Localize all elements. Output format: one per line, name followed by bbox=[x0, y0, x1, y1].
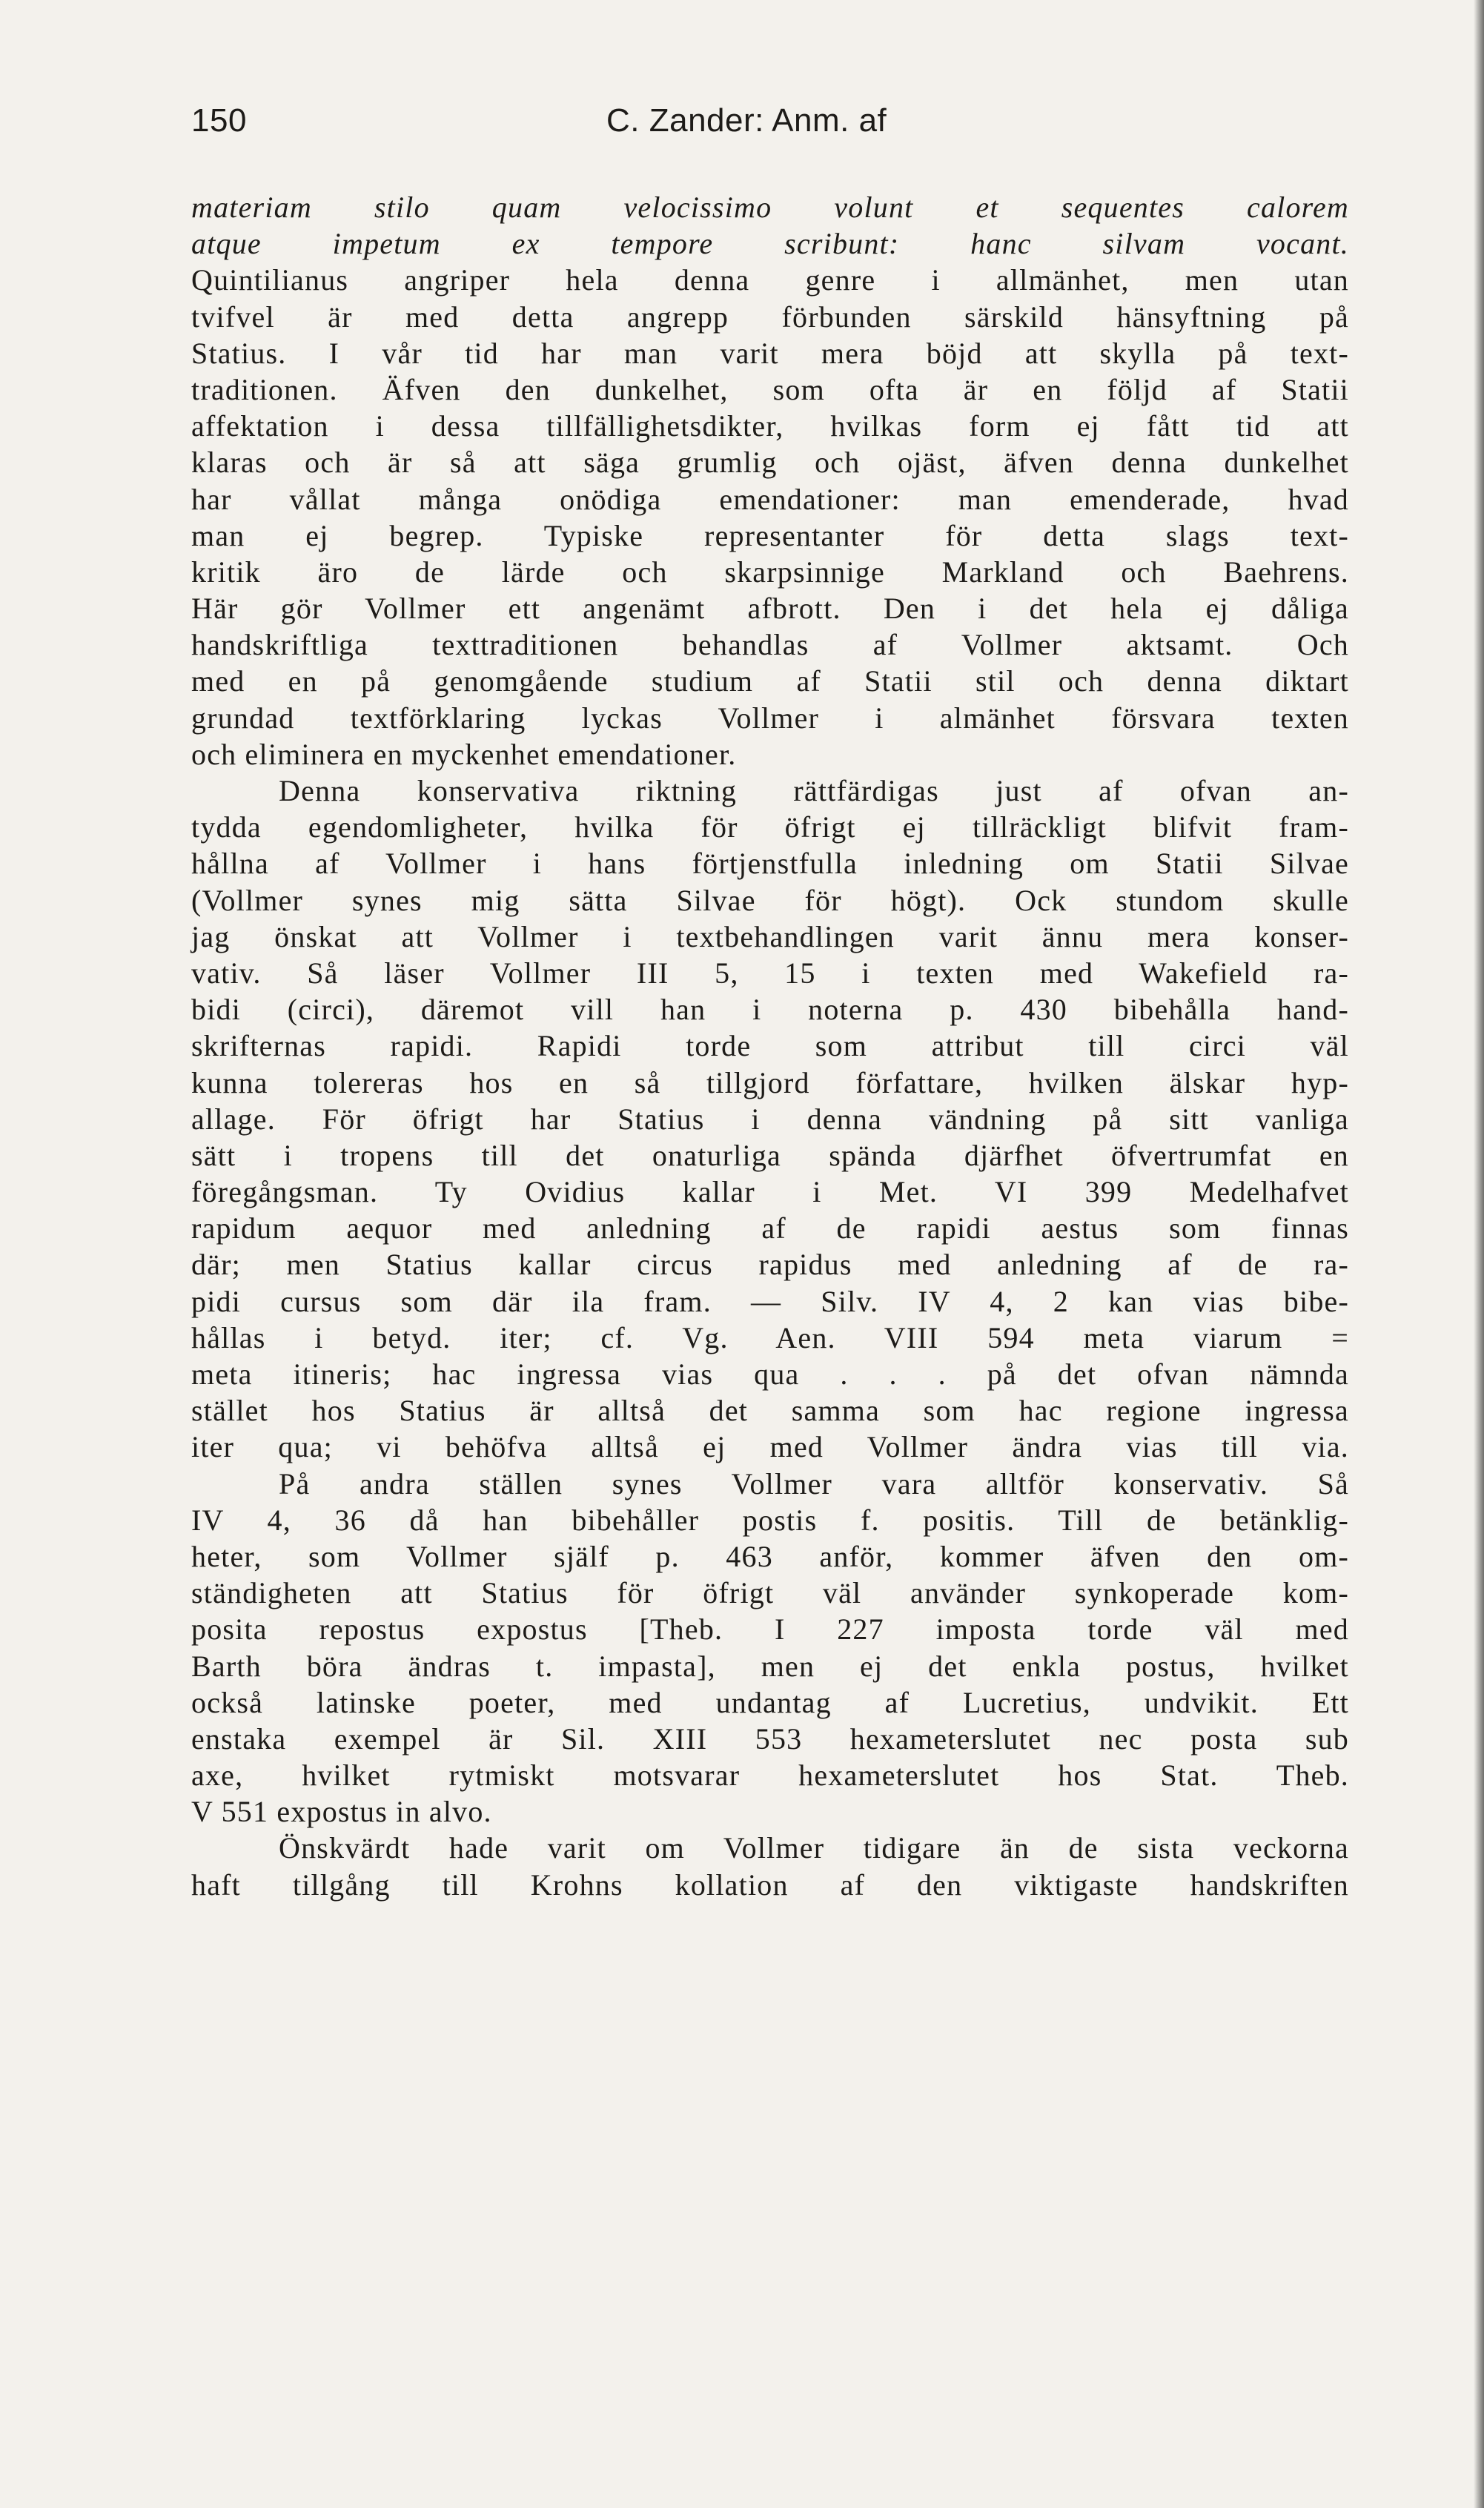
text-line: Quintilianus angriper hela denna genre i allmänhet, men utan bbox=[191, 263, 1349, 297]
text-line: handskriftliga texttraditionen behandlas af Vollmer aktsamt. Och bbox=[191, 628, 1349, 662]
page-number: 150 bbox=[191, 102, 247, 139]
text-line: rapidum aequor med anledning af de rapidi aestus som finnas bbox=[191, 1211, 1349, 1245]
text-line: hållas i betyd. iter; cf. Vg. Aen. VIII 594 meta viarum = bbox=[191, 1320, 1349, 1354]
text-line: tydda egendomligheter, hvilka för öfrigt ej tillräckligt blifvit fram- bbox=[191, 810, 1349, 844]
page-header bbox=[191, 102, 1362, 147]
text-line: har vållat många onödiga emendationer: man emenderade, hvad bbox=[191, 482, 1349, 516]
text-line: klaras och är så att säga grumlig och ojäst, äfven denna dunkelhet bbox=[191, 446, 1349, 480]
text-line: man ej begrep. Typiske representanter för detta slags text- bbox=[191, 518, 1349, 552]
text-line: materiam stilo quam velocissimo volunt et sequentes calorem bbox=[191, 191, 1349, 224]
text-line: där; men Statius kallar circus rapidus med anledning af de ra- bbox=[191, 1248, 1349, 1282]
text-line: pidi cursus som där ila fram. — Silv. IV 4, 2 kan vias bibe- bbox=[191, 1284, 1349, 1318]
text-line: också latinske poeter, med undantag af Lucretius, undvikit. Ett bbox=[191, 1685, 1349, 1719]
text-line: hållna af Vollmer i hans förtjenstfulla inledning om Statii Silvae bbox=[191, 847, 1349, 881]
text-line: kunna tolereras hos en så tillgjord författare, hvilken älskar hyp- bbox=[191, 1065, 1349, 1099]
text-line: kritik äro de lärde och skarpsinnige Markland och Baehrens. bbox=[191, 555, 1349, 589]
text-line: grundad textförklaring lyckas Vollmer i almänhet försvara texten bbox=[191, 701, 1349, 735]
text-line: enstaka exempel är Sil. XIII 553 hexameterslutet nec posta sub bbox=[191, 1721, 1349, 1756]
text-line: axe, hvilket rytmiskt motsvarar hexameterslutet hos Stat. Theb. bbox=[191, 1758, 1349, 1793]
page-edge-shadow bbox=[1474, 0, 1484, 2508]
text-line: allage. För öfrigt har Statius i denna vändning på sitt vanliga bbox=[191, 1102, 1349, 1136]
text-line: vativ. Så läser Vollmer III 5, 15 i texten med Wakefield ra- bbox=[191, 956, 1349, 990]
text-line: stället hos Statius är alltså det samma som hac regione ingressa bbox=[191, 1394, 1349, 1428]
text-line: ständigheten att Statius för öfrigt väl använder synkoperade kom- bbox=[191, 1576, 1349, 1610]
text-line: Denna konservativa riktning rättfärdigas just af ofvan an- bbox=[279, 774, 1349, 807]
text-line: föregångsman. Ty Ovidius kallar i Met. VI 399 Medelhafvet bbox=[191, 1175, 1349, 1209]
text-line: traditionen. Äfven den dunkelhet, som ofta är en följd af Statii bbox=[191, 372, 1349, 406]
text-line: med en på genomgående studium af Statii stil och denna diktart bbox=[191, 664, 1349, 698]
text-line: IV 4, 36 då han bibehåller postis f. positis. Till de betänklig- bbox=[191, 1503, 1349, 1537]
text-line: jag önskat att Vollmer i textbehandlingen varit ännu mera konser- bbox=[191, 919, 1349, 953]
text-line: Barth böra ändras t. impasta], men ej det enkla postus, hvilket bbox=[191, 1649, 1349, 1683]
text-line: tvifvel är med detta angrepp förbunden särskild hänsyftning på bbox=[191, 300, 1349, 334]
text-line: sätt i tropens till det onaturliga spända djärfhet öfvertrumfat en bbox=[191, 1138, 1349, 1172]
text-line: meta itineris; hac ingressa vias qua . . . på det ofvan nämnda bbox=[191, 1357, 1349, 1391]
text-line: iter qua; vi behöfva alltså ej med Vollmer ändra vias till via. bbox=[191, 1430, 1349, 1464]
text-line: posita repostus expostus [Theb. I 227 imposta torde väl med bbox=[191, 1612, 1349, 1647]
body-text bbox=[191, 189, 1349, 1903]
text-line: affektation i dessa tillfällighetsdikter, hvilkas form ej fått tid att bbox=[191, 409, 1349, 443]
text-line: Önskvärdt hade varit om Vollmer tidigare än de sista veckorna bbox=[279, 1831, 1349, 1865]
text-line: skrifternas rapidi. Rapidi torde som attribut till circi väl bbox=[191, 1029, 1349, 1063]
text-line: heter, som Vollmer själf p. 463 anför, kommer äfven den om- bbox=[191, 1539, 1349, 1573]
text-line: bidi (circi), däremot vill han i noterna p. 430 bibehålla hand- bbox=[191, 993, 1349, 1027]
text-line: atque impetum ex tempore scribunt: hanc silvam vocant. bbox=[191, 227, 1349, 261]
text-line: och eliminera en myckenhet emendationer. bbox=[191, 737, 737, 771]
running-head: C. Zander: Anm. af bbox=[606, 102, 887, 139]
text-line: haft tillgång till Krohns kollation af den viktigaste handskriften bbox=[191, 1867, 1349, 1902]
text-line: (Vollmer synes mig sätta Silvae för högt). Ock stundom skulle bbox=[191, 883, 1349, 917]
text-line: Här gör Vollmer ett angenämt afbrott. Den i det hela ej dåliga bbox=[191, 592, 1349, 626]
text-line: V 551 expostus in alvo. bbox=[191, 1795, 492, 1829]
text-line: Statius. I vår tid har man varit mera böjd att skylla på text- bbox=[191, 336, 1349, 370]
text-line: På andra ställen synes Vollmer vara alltför konservativ. Så bbox=[279, 1466, 1349, 1501]
